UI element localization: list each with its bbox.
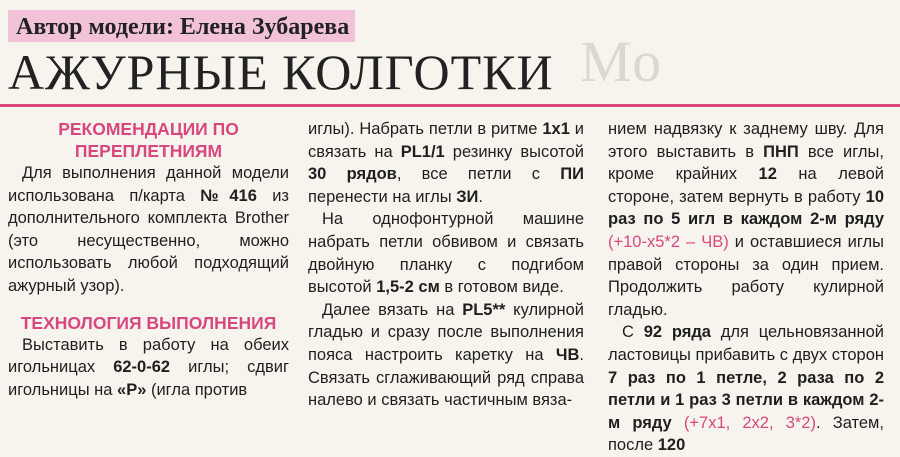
bold-text: ПИ [560, 165, 585, 184]
text: Выставить в работу на обеих игольницах [8, 335, 289, 377]
pink-formula: (+7х1, 2х2, 3*2) [671, 413, 816, 432]
column-3 [608, 118, 884, 457]
bold-text: 10 раз по 5 игл в каждом 2-м ряду [608, 187, 884, 229]
text: . Затем, после [608, 413, 884, 455]
column-2 [308, 118, 584, 412]
bold-text: 30 рядов [308, 165, 397, 184]
text: нием надвязку к заднему шву. Для этого выставить в [608, 120, 884, 161]
bold-text: 62-0-62 [113, 358, 171, 377]
heading-line: ПЕРЕПЛЕТНИЯМ [74, 141, 223, 161]
text: . [478, 187, 483, 206]
text: резинку высотой [444, 142, 584, 161]
pink-formula: (+10-х5*2 – ЧВ) [608, 232, 729, 251]
text: . Связать сглаживающий ряд справа налево и связать частичным вяза- [308, 345, 584, 410]
paragraph [608, 118, 884, 321]
bold-text: ЗИ [456, 187, 479, 206]
text: Далее вязать на [322, 300, 463, 319]
column-1 [8, 118, 289, 401]
bold-text: 12 [758, 165, 777, 184]
bold-text: «Р» [117, 380, 147, 399]
text: и связать на [308, 120, 584, 161]
section-heading-technology: ТЕХНОЛОГИЯ ВЫПОЛНЕНИЯ [20, 312, 277, 333]
bold-text: PL1/1 [400, 142, 445, 161]
bold-text: 120 [657, 436, 686, 455]
text: , все петли с [396, 165, 561, 184]
paragraph [308, 208, 584, 298]
article-title: АЖУРНЫЕ КОЛГОТКИ [8, 44, 554, 100]
text: из дополнительного комплекта Brother (это несущественно, можно использовать любой подходящий ажурный узор). [8, 186, 289, 295]
section-heading-recommendations [8, 118, 289, 162]
text: Для выполнения данной модели использована п/карта [8, 164, 289, 205]
bold-text: №416 [200, 186, 257, 205]
text: иглы). Набрать петли в ритме [308, 120, 543, 138]
bold-text: 92 ряда [643, 323, 711, 342]
heading-line: РЕКОМЕНДАЦИИ ПО [58, 119, 239, 139]
text: На однофонтурной машине набрать петли обвивом и связать двойную планку с подгибом высотой [308, 210, 584, 297]
bold-text: 7 раз по 1 петле, 2 раза по 2 петли и 1 раз 3 петли в каждом 2-м ряду [608, 368, 884, 432]
bold-text: 1,5-2 см [376, 278, 440, 297]
watermark-text: Мо [580, 29, 664, 94]
text: С [622, 323, 644, 342]
paragraph [608, 321, 884, 457]
text: кулирной гладью и сразу после выполнения пояса настроить каретку на [308, 300, 584, 364]
title-divider [0, 104, 900, 107]
text: все иглы, кроме крайних [608, 142, 885, 184]
bold-text: PL5** [462, 300, 506, 319]
text: и оставшиеся иглы правой стороны за один прием. Продолжить работу кулирной гладью. [608, 232, 884, 319]
paragraph [308, 118, 584, 208]
bold-text: 1х1 [542, 120, 570, 138]
bold-text: ПНП [763, 142, 799, 161]
paragraph [8, 162, 289, 298]
bold-text: ЧВ [555, 345, 580, 364]
text: на левой стороне, затем вернуть в работу [608, 165, 884, 206]
paragraph [8, 334, 289, 402]
author-credit: Автор модели: Елена Зубарева [8, 10, 355, 42]
text: для цельновязанной ластовицы прибавить с двух сторон [608, 323, 885, 364]
text: в готовом виде. [439, 278, 564, 297]
text: (игла против [146, 380, 248, 399]
text: иглы; сдвиг игольницы на [8, 358, 290, 399]
text: перенести на иглы [308, 187, 457, 206]
paragraph [308, 299, 584, 412]
